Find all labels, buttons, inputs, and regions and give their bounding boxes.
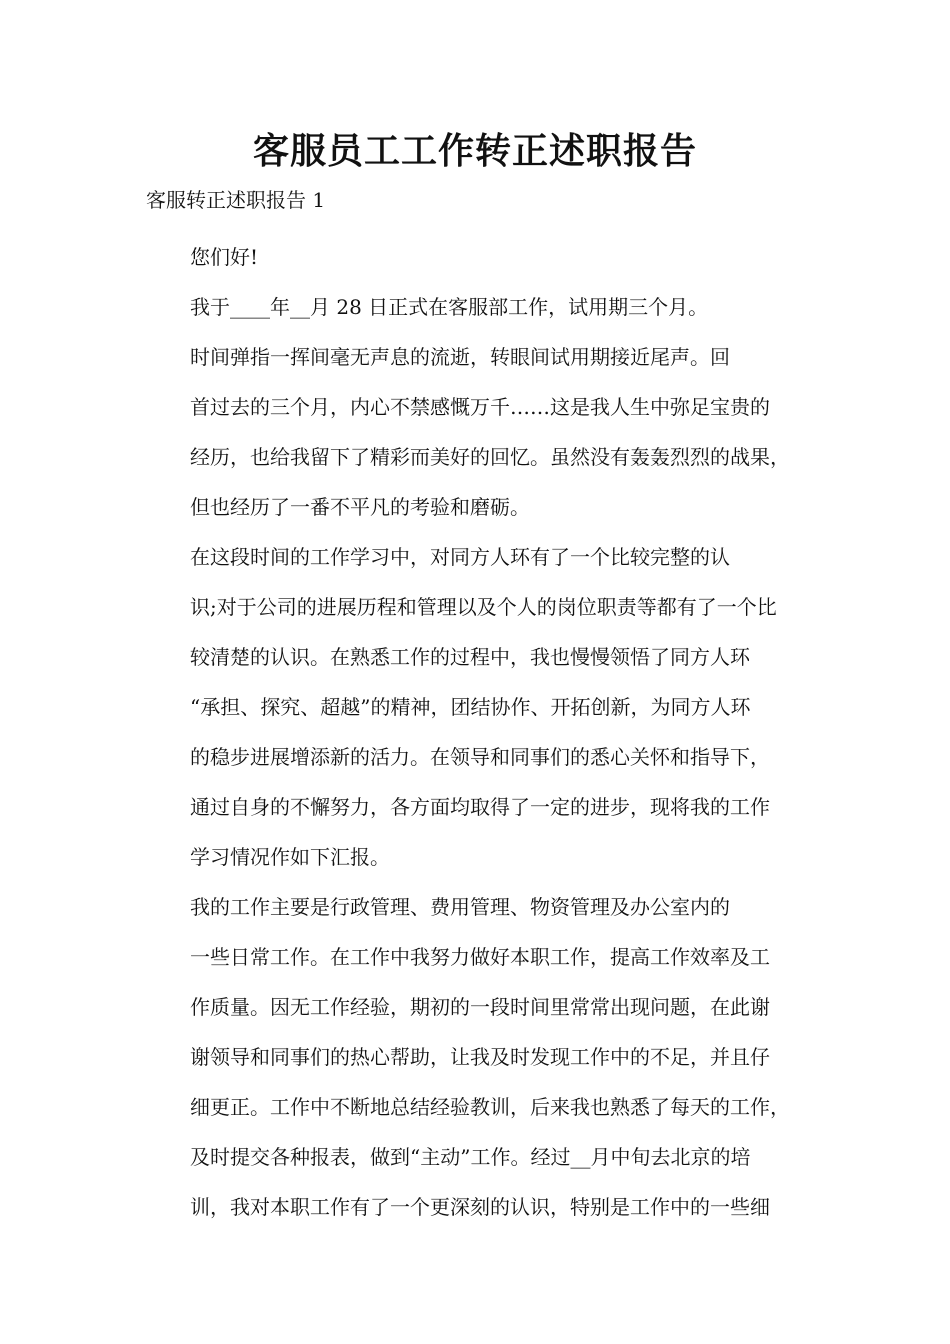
text-line: 作质量。因无工作经验，期初的一段时间里常常出现问题，在此谢 — [190, 995, 770, 1019]
text-line: 您们好! — [190, 245, 259, 269]
document-body — [146, 232, 822, 1232]
text-line: 我的工作主要是行政管理、费用管理、物资管理及办公室内的 — [190, 895, 730, 919]
text-line: 在这段时间的工作学习中，对同方人环有了一个比较完整的认 — [190, 545, 730, 569]
text-line: 的稳步进展增添新的活力。在领导和同事们的悉心关怀和指导下， — [190, 745, 770, 769]
text-line: 及时提交各种报表，做到“主动”工作。经过__月中旬去北京的培 — [190, 1145, 751, 1169]
text-line: 但也经历了一番不平凡的考验和磨砺。 — [190, 495, 530, 519]
text-line: 细更正。工作中不断地总结经验教训，后来我也熟悉了每天的工作， — [190, 1095, 790, 1119]
document-title: 客服员工工作转正述职报告 — [252, 131, 697, 172]
paragraph-company-understanding — [146, 532, 822, 882]
paragraph-greeting — [146, 232, 822, 282]
text-line: 时间弹指一挥间毫无声息的流逝，转眼间试用期接近尾声。回 — [190, 345, 730, 369]
paragraph-start-date — [146, 282, 822, 332]
document-subtitle: 客服转正述职报告 1 — [146, 188, 326, 212]
paragraph-work-duties — [146, 882, 822, 1232]
text-line: 谢领导和同事们的热心帮助，让我及时发现工作中的不足，并且仔 — [190, 1045, 770, 1069]
text-line: “承担、探究、超越”的精神，团结协作、开拓创新，为同方人环 — [190, 695, 751, 719]
text-line: 较清楚的认识。在熟悉工作的过程中，我也慢慢领悟了同方人环 — [190, 645, 750, 669]
text-line: 通过自身的不懈努力，各方面均取得了一定的进步，现将我的工作 — [190, 795, 770, 819]
text-line: 一些日常工作。在工作中我努力做好本职工作，提高工作效率及工 — [190, 945, 770, 969]
text-line: 首过去的三个月，内心不禁感慨万千……这是我人生中弥足宝贵的 — [190, 395, 770, 419]
text-line: 训，我对本职工作有了一个更深刻的认识，特别是工作中的一些细 — [190, 1195, 770, 1219]
text-line: 我于____年__月 28 日正式在客服部工作，试用期三个月。 — [190, 295, 709, 319]
text-line: 学习情况作如下汇报。 — [190, 845, 390, 869]
text-line: 经历，也给我留下了精彩而美好的回忆。虽然没有轰轰烈烈的战果， — [190, 445, 790, 469]
paragraph-reflection — [146, 332, 822, 532]
text-line: 识;对于公司的进展历程和管理以及个人的岗位职责等都有了一个比 — [190, 595, 777, 619]
